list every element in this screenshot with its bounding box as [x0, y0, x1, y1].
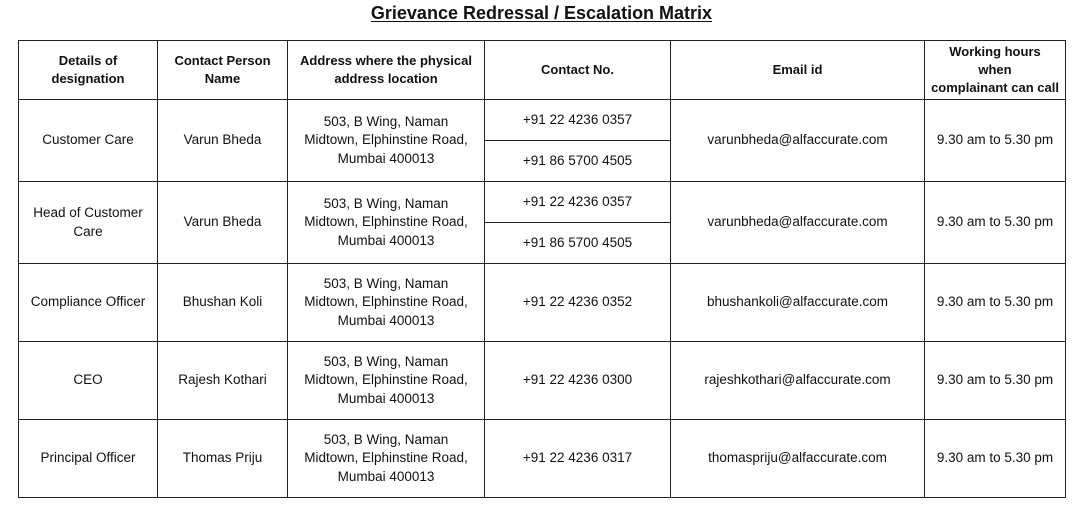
contact-name-cell: Thomas Priju	[158, 420, 288, 498]
address-cell	[288, 342, 485, 420]
header-designation	[19, 41, 158, 100]
address-line: Midtown, Elphinstine Road,	[304, 132, 468, 148]
header-address-line2: address location	[334, 71, 438, 86]
phone-cell: +91 22 4236 0357	[485, 182, 671, 223]
hours-cell: 9.30 am to 5.30 pm	[925, 264, 1066, 342]
address-line: Mumbai 400013	[337, 312, 435, 328]
header-contact-person	[158, 41, 288, 100]
address-line: 503, B Wing, Naman	[323, 195, 449, 211]
designation-text: Compliance Officer	[30, 294, 146, 310]
header-contact-no: Contact No.	[485, 41, 671, 100]
table-row	[19, 342, 1066, 420]
designation-text: Customer Care	[42, 132, 134, 148]
phone-cell: +91 22 4236 0357	[485, 100, 671, 141]
email-cell: varunbheda@alfaccurate.com	[671, 182, 925, 264]
header-contact-line2: Name	[204, 71, 241, 86]
header-hours-line1: Working hours when	[949, 44, 1041, 77]
address-line: Mumbai 400013	[337, 468, 435, 484]
header-hours-line2: complainant can call	[931, 80, 1059, 95]
designation-cell	[19, 264, 158, 342]
phone-cell: +91 22 4236 0352	[485, 264, 671, 342]
email-cell: varunbheda@alfaccurate.com	[671, 100, 925, 182]
address-cell	[288, 100, 485, 182]
address-line: Mumbai 400013	[337, 150, 435, 166]
header-email: Email id	[671, 41, 925, 100]
address-line: Mumbai 400013	[337, 232, 435, 248]
address-line: Mumbai 400013	[337, 390, 435, 406]
hours-cell: 9.30 am to 5.30 pm	[925, 342, 1066, 420]
header-address-line1: Address where the physical	[300, 53, 472, 68]
table-row	[19, 420, 1066, 498]
table-header-row	[19, 41, 1066, 100]
header-address	[288, 41, 485, 100]
header-designation-line2: designation	[51, 71, 125, 86]
phone-cell: +91 22 4236 0317	[485, 420, 671, 498]
address-line: Midtown, Elphinstine Road,	[304, 214, 468, 230]
contact-name-cell: Varun Bheda	[158, 182, 288, 264]
address-line: 503, B Wing, Naman	[323, 113, 449, 129]
table-row	[19, 264, 1066, 342]
phone-cell: +91 86 5700 4505	[485, 141, 671, 182]
hours-cell: 9.30 am to 5.30 pm	[925, 182, 1066, 264]
designation-cell	[19, 420, 158, 498]
contact-name-cell: Varun Bheda	[158, 100, 288, 182]
designation-cell	[19, 182, 158, 264]
contact-name-cell: Rajesh Kothari	[158, 342, 288, 420]
designation-text: Principal Officer	[40, 450, 136, 466]
address-cell	[288, 420, 485, 498]
hours-cell: 9.30 am to 5.30 pm	[925, 420, 1066, 498]
address-line: 503, B Wing, Naman	[323, 353, 449, 369]
phone-cell: +91 22 4236 0300	[485, 342, 671, 420]
email-cell: rajeshkothari@alfaccurate.com	[671, 342, 925, 420]
address-line: Midtown, Elphinstine Road,	[304, 372, 468, 388]
address-cell	[288, 264, 485, 342]
contact-name-cell: Bhushan Koli	[158, 264, 288, 342]
table-row	[19, 100, 1066, 141]
table-row	[19, 182, 1066, 223]
hours-cell: 9.30 am to 5.30 pm	[925, 100, 1066, 182]
address-line: Midtown, Elphinstine Road,	[304, 450, 468, 466]
header-contact-line1: Contact Person	[174, 53, 271, 68]
address-line: 503, B Wing, Naman	[323, 431, 449, 447]
designation-cell	[19, 100, 158, 182]
designation-cell	[19, 342, 158, 420]
header-designation-line1: Details of	[58, 53, 118, 68]
page-title: Grievance Redressal / Escalation Matrix	[370, 3, 713, 23]
address-line: 503, B Wing, Naman	[323, 275, 449, 291]
header-working-hours	[925, 41, 1066, 100]
email-cell: thomaspriju@alfaccurate.com	[671, 420, 925, 498]
escalation-matrix-table	[18, 40, 1066, 498]
email-cell: bhushankoli@alfaccurate.com	[671, 264, 925, 342]
address-line: Midtown, Elphinstine Road,	[304, 294, 468, 310]
designation-text: Head of Customer	[33, 205, 143, 220]
phone-cell: +91 86 5700 4505	[485, 223, 671, 264]
address-cell	[288, 182, 485, 264]
designation-text: CEO	[73, 372, 103, 388]
designation-text: Care	[73, 223, 103, 239]
